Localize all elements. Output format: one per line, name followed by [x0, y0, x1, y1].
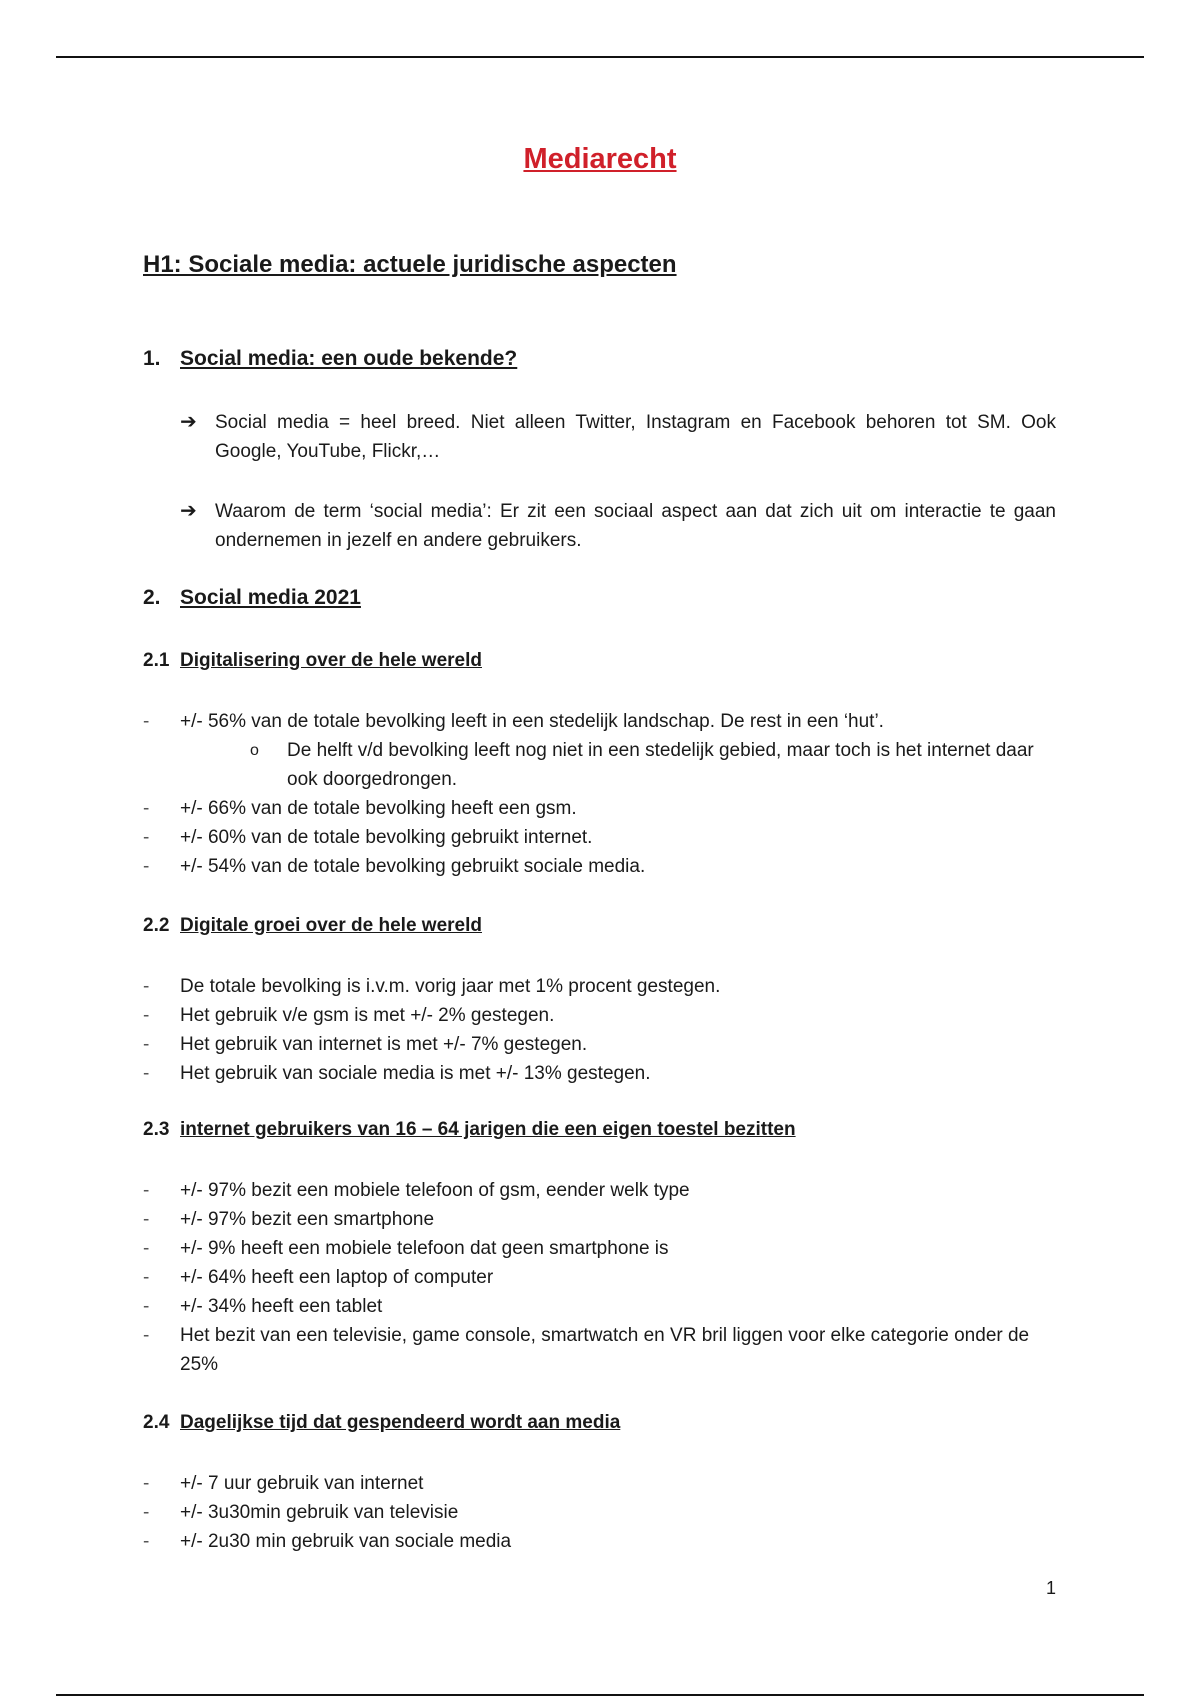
- header-rule: [56, 56, 1144, 58]
- dash-bullet: -: [143, 1238, 150, 1259]
- list-item: [143, 1205, 1056, 1234]
- dash-bullet: -: [143, 856, 150, 877]
- list-item-text: Het gebruik v/e gsm is met +/- 2% gestegen.: [180, 1005, 555, 1026]
- dash-bullet: -: [143, 1531, 150, 1552]
- list-item: [143, 707, 1056, 736]
- subsection-number: 2.4: [143, 1412, 170, 1433]
- subsection-number: 2.1: [143, 650, 170, 671]
- arrow-item: [180, 497, 1056, 555]
- list-item-text: +/- 34% heeft een tablet: [180, 1296, 383, 1317]
- section-number: 2.: [143, 586, 161, 609]
- dash-bullet: -: [143, 798, 150, 819]
- nested-list: [143, 736, 1056, 794]
- sub-list-item-text: De helft v/d bevolking leeft nog niet in een stedelijk gebied, maar toch is het internet daar ook doorgedrongen.: [287, 740, 1034, 790]
- subsection-2-4-heading: [143, 1412, 620, 1434]
- list-item-text: +/- 56% van de totale bevolking leeft in een stedelijk landschap. De rest in een ‘hut’.: [180, 711, 884, 732]
- list-item: [143, 1263, 1056, 1292]
- dash-bullet: -: [143, 711, 150, 732]
- bullet-list-2-4: [143, 1469, 1056, 1556]
- list-item-text: +/- 97% bezit een mobiele telefoon of gsm, eender welk type: [180, 1180, 690, 1201]
- list-item-text: +/- 64% heeft een laptop of computer: [180, 1267, 494, 1288]
- dash-bullet: -: [143, 827, 150, 848]
- list-item: [143, 852, 1056, 881]
- list-item: [143, 1469, 1056, 1498]
- section-2-heading: [143, 586, 361, 610]
- subsection-title: internet gebruikers van 16 – 64 jarigen die een eigen toestel bezitten: [180, 1119, 796, 1140]
- dash-bullet: -: [143, 1473, 150, 1494]
- list-item-text: Het gebruik van sociale media is met +/- 13% gestegen.: [180, 1063, 651, 1084]
- arrow-right-icon: ➔: [180, 500, 197, 522]
- list-item-text: Het gebruik van internet is met +/- 7% gestegen.: [180, 1034, 588, 1055]
- arrow-right-icon: ➔: [180, 411, 197, 433]
- dash-bullet: -: [143, 1063, 150, 1084]
- subsection-2-2-heading: [143, 915, 482, 937]
- list-item-text: +/- 54% van de totale bevolking gebruikt sociale media.: [180, 856, 646, 877]
- subsection-title: Digitale groei over de hele wereld: [180, 915, 482, 936]
- subsection-2-3-heading: [143, 1119, 796, 1141]
- sub-list-item: [143, 736, 1056, 794]
- dash-bullet: -: [143, 1180, 150, 1201]
- list-item: [143, 1059, 1056, 1088]
- list-item-text: +/- 66% van de totale bevolking heeft een gsm.: [180, 798, 577, 819]
- section-number: 1.: [143, 347, 161, 370]
- list-item-text: De totale bevolking is i.v.m. vorig jaar met 1% procent gestegen.: [180, 976, 721, 997]
- dash-bullet: -: [143, 1296, 150, 1317]
- bullet-list-2-3: [143, 1176, 1056, 1379]
- list-item: [143, 1001, 1056, 1030]
- dash-bullet: -: [143, 1502, 150, 1523]
- arrow-item: [180, 408, 1056, 466]
- subsection-title: Dagelijkse tijd dat gespendeerd wordt aan media: [180, 1412, 621, 1433]
- dash-bullet: -: [143, 1325, 150, 1346]
- dash-bullet: -: [143, 1034, 150, 1055]
- subsection-title: Digitalisering over de hele wereld: [180, 650, 482, 671]
- footer-rule: [56, 1694, 1144, 1696]
- page-number: 1: [1046, 1578, 1057, 1598]
- dash-bullet: -: [143, 1209, 150, 1230]
- list-item: [143, 1498, 1056, 1527]
- section-title: Social media: een oude bekende?: [180, 347, 518, 370]
- list-item-text: +/- 9% heeft een mobiele telefoon dat geen smartphone is: [180, 1238, 669, 1259]
- chapter-heading: H1: Sociale media: actuele juridische aspecten: [143, 251, 677, 278]
- list-item: [143, 1030, 1056, 1059]
- section-1-heading: [143, 347, 517, 371]
- list-item: [143, 794, 1056, 823]
- circle-bullet: o: [250, 742, 259, 759]
- list-item: [143, 972, 1056, 1001]
- list-item-text: +/- 60% van de totale bevolking gebruikt internet.: [180, 827, 593, 848]
- subsection-2-1-heading: [143, 650, 482, 672]
- list-item-text: +/- 97% bezit een smartphone: [180, 1209, 435, 1230]
- arrow-item-text: Waarom de term ‘social media’: Er zit een sociaal aspect aan dat zich uit om interactie te gaan ondernemen in jezelf en andere gebruikers.: [215, 501, 1056, 551]
- list-item-text: +/- 3u30min gebruik van televisie: [180, 1502, 459, 1523]
- arrow-item-text: Social media = heel breed. Niet alleen Twitter, Instagram en Facebook behoren tot SM. Ook Google, YouTube, Flickr,…: [215, 412, 1056, 462]
- dash-bullet: -: [143, 1267, 150, 1288]
- bullet-list-2-1: [143, 707, 1056, 881]
- subsection-number: 2.3: [143, 1119, 170, 1140]
- subsection-number: 2.2: [143, 915, 170, 936]
- list-item: [143, 1527, 1056, 1556]
- list-item: [143, 823, 1056, 852]
- section-title: Social media 2021: [180, 586, 361, 609]
- list-item-text: Het bezit van een televisie, game console, smartwatch en VR bril liggen voor elke categorie onder de 25%: [180, 1325, 1030, 1375]
- list-item-text: +/- 2u30 min gebruik van sociale media: [180, 1531, 512, 1552]
- list-item: [143, 1321, 1056, 1379]
- list-item: [143, 1292, 1056, 1321]
- list-item: [143, 1234, 1056, 1263]
- document-title: Mediarecht: [523, 143, 677, 175]
- list-item-text: +/- 7 uur gebruik van internet: [180, 1473, 424, 1494]
- dash-bullet: -: [143, 1005, 150, 1026]
- dash-bullet: -: [143, 976, 150, 997]
- list-item: [143, 1176, 1056, 1205]
- bullet-list-2-2: [143, 972, 1056, 1088]
